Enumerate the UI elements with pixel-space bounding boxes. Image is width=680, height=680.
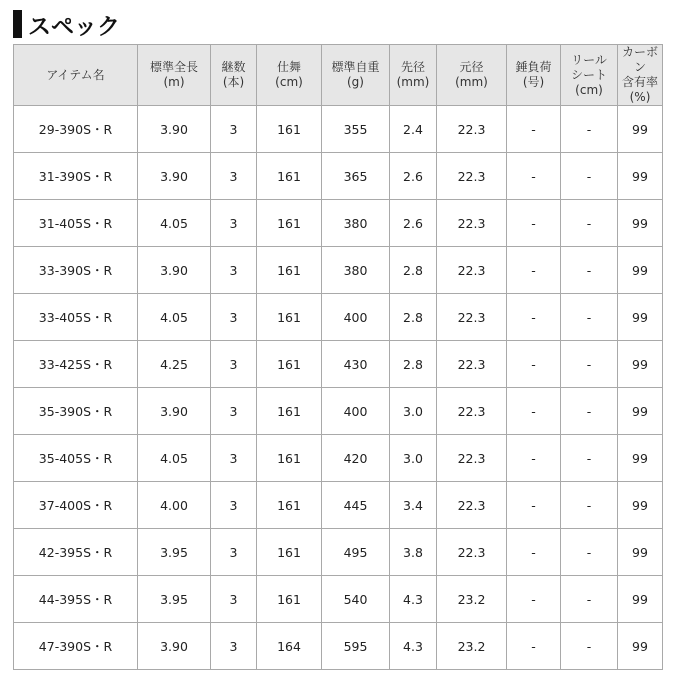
cell-carbon-content: 99 (618, 247, 663, 294)
cell-standard-length: 4.05 (138, 294, 211, 341)
column-header-line: (mm) (455, 75, 488, 89)
cell-standard-length: 3.90 (138, 247, 211, 294)
cell-item-name: 33-390S・R (14, 247, 138, 294)
cell-reel-seat: - (561, 106, 618, 153)
cell-standard-length: 4.00 (138, 482, 211, 529)
column-header-tip-diameter (390, 45, 437, 106)
column-header-carbon-content (618, 45, 663, 106)
cell-standard-weight: 380 (322, 247, 390, 294)
cell-carbon-content: 99 (618, 294, 663, 341)
cell-sinker-load: - (507, 388, 561, 435)
cell-sections: 3 (211, 482, 257, 529)
cell-standard-length: 3.95 (138, 529, 211, 576)
table-row (14, 388, 663, 435)
column-header-standard-length (138, 45, 211, 106)
column-header-standard-weight (322, 45, 390, 106)
column-header-line: (m) (163, 75, 185, 89)
cell-item-name: 29-390S・R (14, 106, 138, 153)
table-row (14, 247, 663, 294)
cell-standard-weight: 400 (322, 388, 390, 435)
cell-sinker-load: - (507, 247, 561, 294)
column-header-line: 先径 (400, 60, 425, 74)
cell-item-name: 31-390S・R (14, 153, 138, 200)
column-header-line: アイテム名 (46, 67, 105, 82)
cell-reel-seat: - (561, 247, 618, 294)
cell-tip-diameter: 3.4 (390, 482, 437, 529)
cell-sinker-load: - (507, 200, 561, 247)
cell-butt-diameter: 22.3 (437, 106, 507, 153)
column-header-butt-diameter (437, 45, 507, 106)
cell-reel-seat: - (561, 294, 618, 341)
cell-butt-diameter: 22.3 (437, 153, 507, 200)
cell-sinker-load: - (507, 341, 561, 388)
column-header-line: 継数 (221, 60, 246, 74)
cell-closed-length: 161 (257, 294, 322, 341)
cell-item-name: 42-395S・R (14, 529, 138, 576)
cell-standard-length: 4.05 (138, 200, 211, 247)
column-header-line: 含有率 (621, 75, 658, 89)
column-header-line: 元径 (459, 60, 484, 74)
cell-tip-diameter: 3.0 (390, 388, 437, 435)
cell-carbon-content: 99 (618, 341, 663, 388)
cell-reel-seat: - (561, 435, 618, 482)
cell-closed-length: 161 (257, 576, 322, 623)
cell-reel-seat: - (561, 529, 618, 576)
table-row (14, 576, 663, 623)
table-row (14, 623, 663, 670)
cell-sections: 3 (211, 341, 257, 388)
cell-standard-weight: 355 (322, 106, 390, 153)
cell-tip-diameter: 3.8 (390, 529, 437, 576)
cell-item-name: 44-395S・R (14, 576, 138, 623)
cell-closed-length: 161 (257, 529, 322, 576)
cell-standard-length: 4.05 (138, 435, 211, 482)
cell-reel-seat: - (561, 153, 618, 200)
cell-closed-length: 161 (257, 341, 322, 388)
cell-reel-seat: - (561, 388, 618, 435)
cell-sinker-load: - (507, 435, 561, 482)
spec-table (13, 44, 663, 670)
column-header-closed-length (257, 45, 322, 106)
cell-butt-diameter: 22.3 (437, 482, 507, 529)
cell-item-name: 35-390S・R (14, 388, 138, 435)
column-header-line: シート (570, 67, 607, 82)
cell-butt-diameter: 23.2 (437, 576, 507, 623)
cell-butt-diameter: 22.3 (437, 435, 507, 482)
cell-sections: 3 (211, 153, 257, 200)
cell-sections: 3 (211, 576, 257, 623)
column-header-line: (mm) (396, 75, 430, 89)
cell-reel-seat: - (561, 576, 618, 623)
cell-carbon-content: 99 (618, 200, 663, 247)
column-header-line: (号) (522, 75, 545, 89)
table-row (14, 435, 663, 482)
cell-item-name: 37-400S・R (14, 482, 138, 529)
cell-reel-seat: - (561, 623, 618, 670)
table-row (14, 294, 663, 341)
cell-standard-weight: 380 (322, 200, 390, 247)
cell-tip-diameter: 2.6 (390, 153, 437, 200)
column-header-sinker-load (507, 45, 561, 106)
cell-butt-diameter: 22.3 (437, 529, 507, 576)
cell-sections: 3 (211, 106, 257, 153)
cell-standard-length: 3.90 (138, 153, 211, 200)
cell-butt-diameter: 23.2 (437, 623, 507, 670)
cell-tip-diameter: 2.8 (390, 294, 437, 341)
column-header-line: (g) (347, 75, 364, 89)
heading-bar-marker (13, 10, 22, 38)
cell-sections: 3 (211, 623, 257, 670)
column-header-reel-seat (561, 45, 618, 106)
cell-sections: 3 (211, 388, 257, 435)
cell-item-name: 47-390S・R (14, 623, 138, 670)
cell-tip-diameter: 2.8 (390, 247, 437, 294)
cell-tip-diameter: 2.8 (390, 341, 437, 388)
cell-closed-length: 161 (257, 247, 322, 294)
cell-sections: 3 (211, 200, 257, 247)
cell-carbon-content: 99 (618, 388, 663, 435)
cell-closed-length: 161 (257, 153, 322, 200)
column-header-line: (本) (222, 75, 245, 89)
cell-standard-weight: 365 (322, 153, 390, 200)
column-header-item-name (14, 45, 138, 106)
cell-tip-diameter: 2.6 (390, 200, 437, 247)
cell-standard-length: 4.25 (138, 341, 211, 388)
cell-tip-diameter: 4.3 (390, 623, 437, 670)
cell-sections: 3 (211, 247, 257, 294)
cell-item-name: 31-405S・R (14, 200, 138, 247)
cell-standard-length: 3.95 (138, 576, 211, 623)
cell-standard-weight: 495 (322, 529, 390, 576)
cell-standard-weight: 430 (322, 341, 390, 388)
column-header-line: (cm) (575, 82, 603, 97)
table-row (14, 529, 663, 576)
cell-carbon-content: 99 (618, 623, 663, 670)
cell-closed-length: 161 (257, 200, 322, 247)
cell-carbon-content: 99 (618, 576, 663, 623)
cell-carbon-content: 99 (618, 529, 663, 576)
cell-tip-diameter: 3.0 (390, 435, 437, 482)
table-header-row (14, 45, 663, 106)
cell-sinker-load: - (507, 482, 561, 529)
cell-sinker-load: - (507, 576, 561, 623)
cell-sinker-load: - (507, 529, 561, 576)
cell-closed-length: 164 (257, 623, 322, 670)
cell-closed-length: 161 (257, 482, 322, 529)
cell-reel-seat: - (561, 482, 618, 529)
table-row (14, 153, 663, 200)
cell-sections: 3 (211, 529, 257, 576)
table-row (14, 482, 663, 529)
table-row (14, 341, 663, 388)
cell-standard-weight: 400 (322, 294, 390, 341)
cell-standard-weight: 595 (322, 623, 390, 670)
cell-butt-diameter: 22.3 (437, 247, 507, 294)
cell-closed-length: 161 (257, 388, 322, 435)
cell-butt-diameter: 22.3 (437, 388, 507, 435)
cell-reel-seat: - (561, 200, 618, 247)
cell-butt-diameter: 22.3 (437, 341, 507, 388)
table-row (14, 106, 663, 153)
cell-standard-weight: 540 (322, 576, 390, 623)
cell-sinker-load: - (507, 294, 561, 341)
cell-closed-length: 161 (257, 106, 322, 153)
column-header-line: リール (571, 52, 607, 67)
cell-sections: 3 (211, 294, 257, 341)
section-title: スペック (28, 13, 120, 40)
cell-standard-length: 3.90 (138, 388, 211, 435)
table-row (14, 200, 663, 247)
cell-carbon-content: 99 (618, 482, 663, 529)
cell-closed-length: 161 (257, 435, 322, 482)
cell-sinker-load: - (507, 623, 561, 670)
column-header-line: 錘負荷 (515, 60, 552, 74)
cell-butt-diameter: 22.3 (437, 294, 507, 341)
cell-carbon-content: 99 (618, 153, 663, 200)
table-body (14, 106, 663, 670)
cell-item-name: 35-405S・R (14, 435, 138, 482)
cell-tip-diameter: 4.3 (390, 576, 437, 623)
cell-standard-length: 3.90 (138, 623, 211, 670)
cell-reel-seat: - (561, 341, 618, 388)
cell-item-name: 33-425S・R (14, 341, 138, 388)
cell-sinker-load: - (507, 106, 561, 153)
cell-sinker-load: - (507, 153, 561, 200)
column-header-line: 仕舞 (276, 60, 301, 74)
cell-butt-diameter: 22.3 (437, 200, 507, 247)
cell-sections: 3 (211, 435, 257, 482)
section-heading (13, 9, 120, 39)
cell-tip-diameter: 2.4 (390, 106, 437, 153)
column-header-line: カーボン (621, 45, 658, 74)
cell-standard-weight: 445 (322, 482, 390, 529)
cell-carbon-content: 99 (618, 106, 663, 153)
column-header-sections (211, 45, 257, 106)
column-header-line: 標準全長 (149, 60, 198, 74)
column-header-line: 標準自重 (331, 60, 380, 74)
cell-standard-length: 3.90 (138, 106, 211, 153)
cell-carbon-content: 99 (618, 435, 663, 482)
cell-standard-weight: 420 (322, 435, 390, 482)
cell-item-name: 33-405S・R (14, 294, 138, 341)
column-header-line: (cm) (275, 75, 303, 89)
column-header-line: (%) (629, 90, 651, 104)
